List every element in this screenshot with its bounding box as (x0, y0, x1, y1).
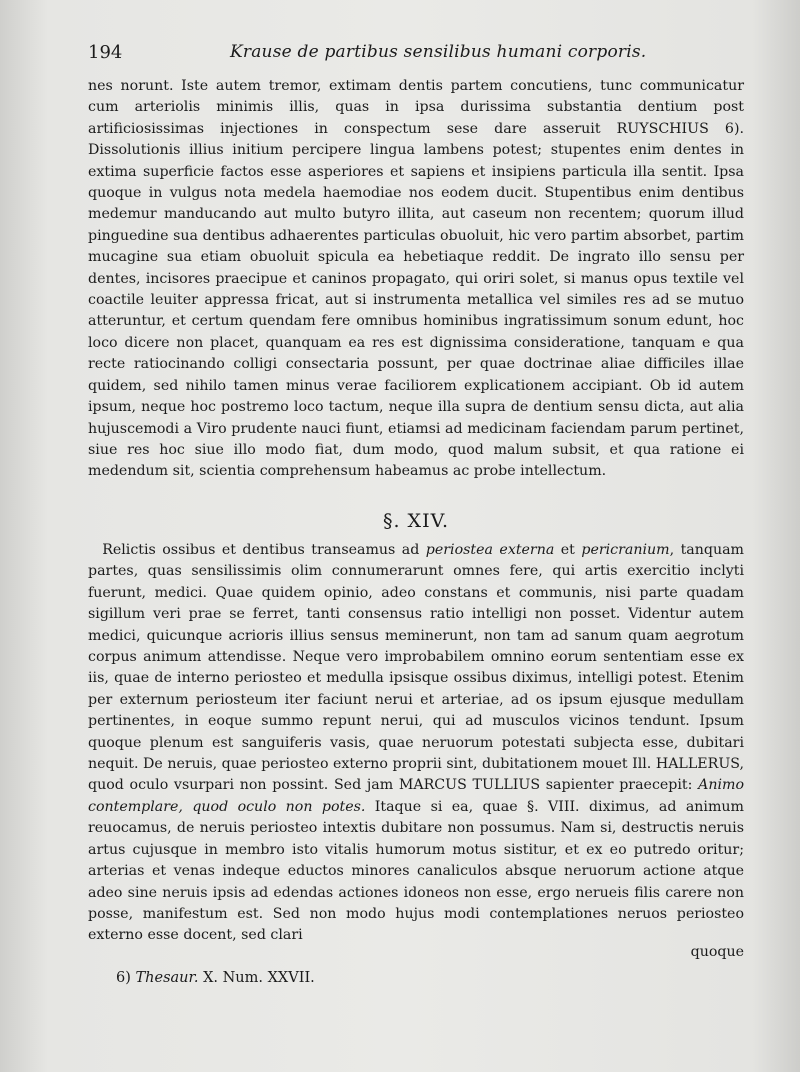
paragraph-middle: , tanquam partes, quas sensilissimis olim connumerarunt omnes fere, qui artis exercitio inclyti fuerunt, medici. Quae quidem opinio, adeo constans et communis, nisi parte quadam sigillum veri prae se ferret, tanti consensus ratio intelligi non posset. Videntur autem medici, quicunque acrioris illius sensus meminerunt, non tam ad sanum quam aegrotum corpus animum attendisse. Neque vero improbabilem omnino eorum sententiam esse ex iis, quae de interno periosteo et medulla ipsisque ossibus diximus, intelligi potest. Etenim per externum periosteum iter faciunt nerui et arteriae, ad os ipsum ejusque medullam pertinentes, in eoque summo repunt nerui, qui ad musculos vicinos tendunt. Ipsum quoque plenum est sanguiferis vasis, quae neruorum potestati subjecta esse, dubitari nequit. De neruis, quae periosteo externo proprii sint, dubitationem mouet Ill. HALLERUS, quod oculo vsurpari non possint. Sed jam MARCUS TULLIUS sapienter praecepit: (88, 542, 745, 794)
quotation: Animo contemplare, quod oculo non potes. (88, 777, 745, 815)
paragraph-start: Relictis ossibus et dentibus transeamus ad (102, 542, 420, 558)
paragraph-end: Itaque si ea, quae §. VIII. diximus, ad animum reuocamus, de neruis periosteo intextis dubitare non possumus. Nam si, destructis neruis artus cujusque in membro isto vitalis humorum motus sistitur, et ex eo putredo oritur; arterias et venas indeque eductos minores canaliculos absque neruorum actione atque adeo sine neruis ipsis ad edendas actiones idoneos non esse, ergo nerueis filis carere non posse, manifestum est. Sed non modo hujus modi contemplationes neruos periosteo externo esse docent, sed clari (88, 798, 744, 944)
section-heading: §. XIV. (382, 510, 450, 532)
paragraph-section-xiv (88, 540, 744, 947)
conjunction: et (560, 542, 575, 558)
footnote (116, 970, 315, 986)
footnote-source: Thesaur. (135, 970, 199, 986)
footnote-reference: X. Num. XXVII. (203, 970, 315, 986)
paragraph-continuation: nes norunt. Iste autem tremor, extimam dentis partem concutiens, tunc communicatur cum arteriolis minimis illis, quas in ipsa durissima substantia dentium post artificiosissimas injectiones in conspectum sese dare asseruit RUYSCHIUS 6). Dissolutionis illius initium percipere lingua lambens potest; stupentes enim dentes in extima superficie factos esse asperiores et sapiens et insipiens particula illa sentit. Ipsa quoque in vulgus nota medela haemodiae nos eodem ducit. Stupentibus enim dentibus medemur manducando aut multo butyro illita, aut caseum non recentem; quorum illud pinguedine sua dentibus adhaerentes particulas obuoluit, hic vero partim absorbet, partim mucagine sua etiam obuoluit spicula ea hebetiaque reddit. De ingrato illo sensu per dentes, incisores praecipue et caninos propagato, qui oriri solet, si manus opus textile vel coactile leuiter appressa fricat, aut si instrumenta metallica vel similes res ad se mutuo atteruntur, et certum quendam fere omnibus hominibus ingratissimum sonum edunt, hoc loco dicere non placet, quanquam ea res est dignissima consideratione, tanquam e qua recte ratiocinando colligi consectaria possunt, per quae doctrinae aliae difficiles illae quidem, sed nihilo tamen minus verae faciliorem explicationem accipiant. Ob id autem ipsum, neque hoc postremo loco tactum, neque illa supra de dentium sensu dicta, aut alia hujuscemodi a Viro prudente nauci fiunt, etiamsi ad medicinam faciendam parum pertinet, siue res hoc siue illo modo fiat, dum modo, quod malum subsit, et qua ratione ei medendum sit, scientia comprehensum habeamus ac probe intellectum. (88, 78, 744, 480)
term-periostea-externa: periostea externa (425, 542, 555, 558)
section-text (88, 540, 744, 947)
term-pericranium: pericranium (581, 542, 670, 558)
footnote-marker: 6) (116, 970, 131, 986)
catchword: quoque (690, 944, 744, 960)
page-number: 194 (88, 42, 123, 63)
running-title: Krause de partibus sensilibus humani corporis. (230, 42, 647, 62)
main-text (88, 76, 744, 483)
running-head (88, 38, 748, 68)
